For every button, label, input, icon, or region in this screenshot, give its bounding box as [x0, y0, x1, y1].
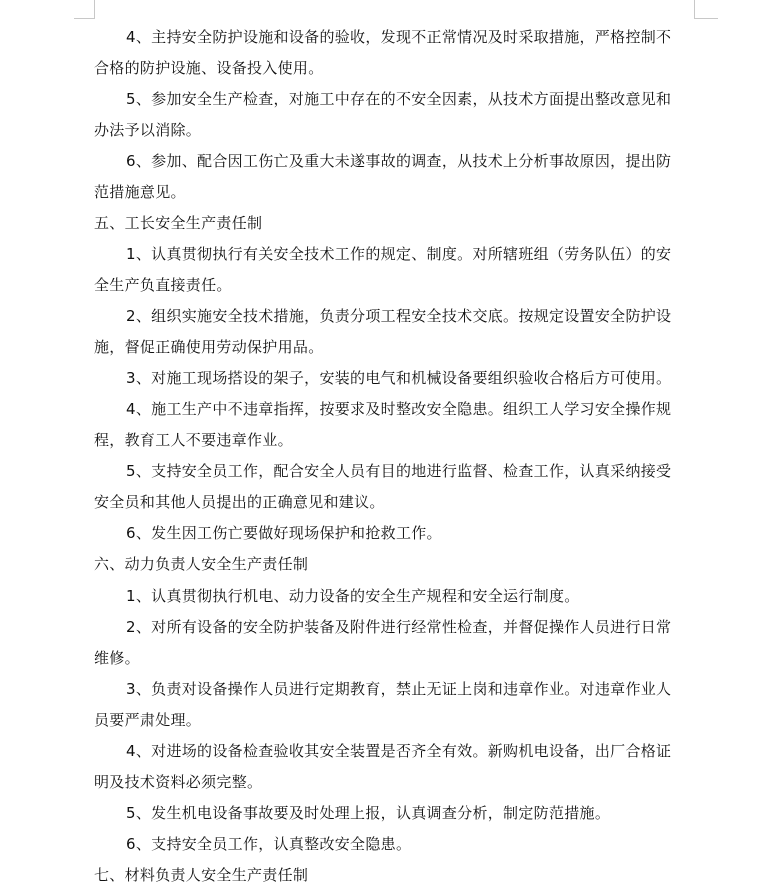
- body-text-line: 6、支持安全员工作，认真整改安全隐患。: [126, 835, 412, 853]
- body-text-line: 5、发生机电设备事故要及时处理上报，认真调查分析，制定防范措施。: [126, 804, 611, 822]
- body-text-line: 3、负责对设备操作人员进行定期教育，禁止无证上岗和违章作业。对违章作业人: [126, 680, 672, 698]
- body-text-line: 2、对所有设备的安全防护装备及附件进行经常性检查，并督促操作人员进行日常: [126, 618, 672, 636]
- body-text-line: 合格的防护设施、设备投入使用。: [94, 59, 324, 77]
- section-heading: 七、材料负责人安全生产责任制: [94, 866, 309, 884]
- crop-mark-top-left-horizontal: [74, 18, 95, 19]
- body-text-line: 全生产负直接责任。: [94, 276, 232, 294]
- body-text-line: 安全员和其他人员提出的正确意见和建议。: [94, 493, 385, 511]
- section-heading: 五、工长安全生产责任制: [94, 214, 263, 232]
- body-text-line: 施，督促正确使用劳动保护用品。: [94, 338, 324, 356]
- body-text-line: 维修。: [94, 649, 140, 667]
- body-text-line: 2、组织实施安全技术措施，负责分项工程安全技术交底。按规定设置安全防护设: [126, 307, 672, 325]
- body-text-line: 6、发生因工伤亡要做好现场保护和抢救工作。: [126, 524, 442, 542]
- body-text-line: 明及技术资料必须完整。: [94, 773, 263, 791]
- body-text-line: 1、认真贯彻执行机电、动力设备的安全生产规程和安全运行制度。: [126, 587, 580, 605]
- body-text-line: 6、参加、配合因工伤亡及重大未遂事故的调查，从技术上分析事故原因，提出防: [126, 152, 672, 170]
- body-text-line: 5、参加安全生产检查，对施工中存在的不安全因素，从技术方面提出整改意见和: [126, 90, 672, 108]
- body-text-line: 4、对进场的设备检查验收其安全装置是否齐全有效。新购机电设备，出厂合格证: [126, 742, 672, 760]
- section-heading: 六、动力负责人安全生产责任制: [94, 555, 309, 573]
- body-text-line: 3、对施工现场搭设的架子，安装的电气和机械设备要组织验收合格后方可使用。: [126, 369, 672, 387]
- body-text-line: 员要严肃处理。: [94, 711, 202, 729]
- body-text-line: 程，教育工人不要违章作业。: [94, 431, 293, 449]
- crop-mark-top-right-horizontal: [694, 18, 718, 19]
- body-text-line: 4、施工生产中不违章指挥，按要求及时整改安全隐患。组织工人学习安全操作规: [126, 400, 672, 418]
- body-text-line: 办法予以消除。: [94, 121, 202, 139]
- body-text-line: 范措施意见。: [94, 183, 186, 201]
- body-text-line: 4、主持安全防护设施和设备的验收，发现不正常情况及时采取措施，严格控制不: [126, 28, 672, 46]
- body-text-line: 1、认真贯彻执行有关安全技术工作的规定、制度。对所辖班组（劳务队伍）的安: [126, 245, 672, 263]
- crop-mark-top-left-vertical: [94, 0, 95, 18]
- crop-mark-top-right-vertical: [694, 0, 695, 18]
- body-text-line: 5、支持安全员工作，配合安全人员有目的地进行监督、检查工作，认真采纳接受: [126, 462, 672, 480]
